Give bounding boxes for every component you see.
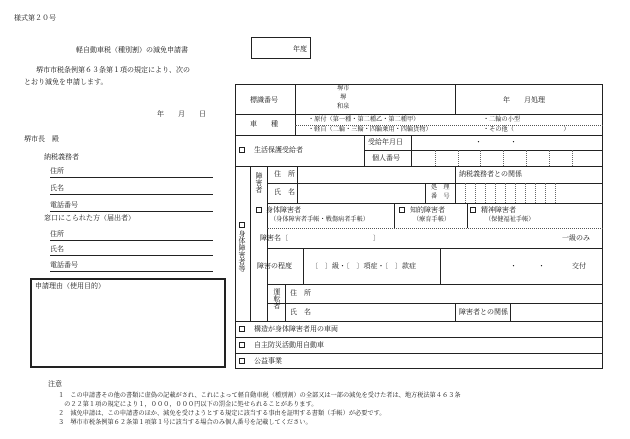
issue-date-separator: ・ ・: [510, 262, 545, 270]
agent-address-field[interactable]: [50, 240, 213, 241]
reason-box[interactable]: [30, 278, 226, 368]
disabled-relation-label: 障害者との関係: [459, 308, 508, 316]
disability-name-bracket-end: 〕: [373, 234, 380, 242]
addressee: 堺市長 殿: [24, 135, 59, 143]
disabled-group-label: 身体障害者等: [238, 230, 246, 272]
welfare-label: 生活保護受給者: [254, 146, 303, 154]
note-2: ２ 減免申請は、この申請書のほか、減免を受けようとする規定に該当する事由を証明する書類（手帳）が必要です。: [58, 410, 386, 417]
intro-text-2: とおり減免を申請します。: [24, 78, 108, 86]
physical-disability-label: 身体障害者: [266, 206, 301, 214]
plate-city-3: 和泉: [337, 103, 350, 110]
physical-disability-sub: （身体障害者手帳・戦傷病者手帳）: [270, 216, 369, 223]
vehicle-option-small-two-wheel[interactable]: ・二輪の小型: [483, 116, 521, 123]
agent-phone-field[interactable]: [50, 271, 213, 272]
application-date: 年 月 日: [157, 110, 206, 118]
receipt-date-separator: ・ ・: [475, 138, 517, 146]
agent-name-label: 氏名: [50, 245, 64, 253]
structure-vehicle-label: 構造が身体障害者用の車両: [254, 325, 338, 333]
intellectual-disability-checkbox[interactable]: [399, 207, 405, 213]
issue-label: 交付: [572, 262, 586, 270]
plate-label: 標識番号: [250, 96, 278, 104]
driver-address-label: 住 所: [290, 289, 311, 297]
degree-label: 障害の程度: [257, 262, 292, 270]
disabled-group-checkbox[interactable]: [239, 222, 245, 228]
structure-vehicle-checkbox[interactable]: [239, 326, 245, 332]
taxpayer-address-label: 住所: [50, 167, 64, 175]
intro-text-1: 堺市市税条例第６３条第１項の規定により、次の: [36, 66, 190, 74]
vehicle-option-light[interactable]: ・軽自（二輪・三輪・四輪乗用・四輪貨物）: [308, 126, 432, 133]
disaster-vehicle-checkbox[interactable]: [239, 342, 245, 348]
disabled-name-label: 氏 名: [274, 188, 295, 196]
plate-city-2: 堺: [340, 94, 347, 101]
processing-number-label-2: 番 号: [431, 193, 450, 200]
form-number: 様式第２０号: [14, 14, 56, 22]
taxpayer-address-field[interactable]: [50, 177, 213, 178]
vehicle-type-label: 車 種: [250, 120, 278, 128]
public-business-checkbox[interactable]: [239, 358, 245, 364]
agent-heading: 窓口にこられた方（届出者）: [44, 214, 135, 222]
taxpayer-heading: 納税義務者: [44, 153, 79, 161]
agent-phone-label: 電話番号: [50, 261, 78, 269]
disabled-person-label: 障害者: [255, 172, 263, 193]
taxpayer-name-label: 氏名: [50, 184, 64, 192]
intellectual-disability-label: 知的障害者: [410, 206, 445, 214]
welfare-checkbox[interactable]: [239, 147, 245, 153]
plate-city-1: 堺市: [337, 85, 350, 92]
processing-number-label-1: 処 理: [431, 184, 450, 191]
form-title: 軽自動車税（種別割）の減免申請書: [76, 46, 188, 54]
note-1-cont: の２２第１項の規定により１，０００，０００円以下の罰金に処せられることがあります。: [58, 401, 318, 408]
taxpayer-phone-field[interactable]: [50, 211, 213, 212]
reason-label: 申請理由（使用目的）: [35, 282, 105, 290]
first-class-only: 一級のみ: [562, 234, 590, 242]
degree-value[interactable]: 〔 〕級・〔 〕項症・〔 〕款症: [311, 262, 416, 270]
disabled-address-label: 住 所: [274, 170, 295, 178]
public-business-label: 公益事業: [254, 357, 282, 365]
personal-number-label: 個人番号: [372, 154, 400, 162]
physical-disability-checkbox[interactable]: [256, 207, 262, 213]
vehicle-option-moped[interactable]: ・原付（第一種・第二種乙・第二種甲）: [308, 116, 420, 123]
driver-name-label: 氏 名: [290, 308, 311, 316]
receipt-date-label: 受給年月日: [368, 138, 403, 146]
processed-month: 年 月処理: [503, 96, 545, 104]
agent-address-label: 住所: [50, 230, 64, 238]
intellectual-disability-sub: （療育手帳）: [413, 216, 451, 223]
disability-name-label: 障害名〔: [260, 234, 288, 242]
disaster-vehicle-label: 自主防災活動用自動車: [254, 341, 324, 349]
driver-label: 運転者: [273, 288, 281, 309]
taxpayer-phone-label: 電話番号: [50, 201, 78, 209]
note-3: ３ 堺市市税条例第６２条第１項第１号に該当する場合のみ個人番号を記載してください。: [58, 419, 312, 426]
taxpayer-relation-label: 納税義務者との関係: [459, 170, 522, 178]
mental-disability-checkbox[interactable]: [470, 207, 476, 213]
vehicle-option-other[interactable]: ・その他（ ）: [483, 126, 570, 133]
taxpayer-name-field[interactable]: [50, 194, 213, 195]
notes-heading: 注意: [48, 380, 62, 388]
agent-name-field[interactable]: [50, 255, 213, 256]
fiscal-year-label: 年度: [293, 45, 307, 53]
note-1: １ この申請書その他の書類に虚偽の記載がされ、これによって軽自動車税（種別割）の全部又は一部の減免を受けた者は、地方税法第４６３条: [58, 392, 461, 399]
mental-disability-label: 精神障害者: [481, 206, 516, 214]
mental-disability-sub: （保健福祉手帳）: [485, 216, 535, 223]
